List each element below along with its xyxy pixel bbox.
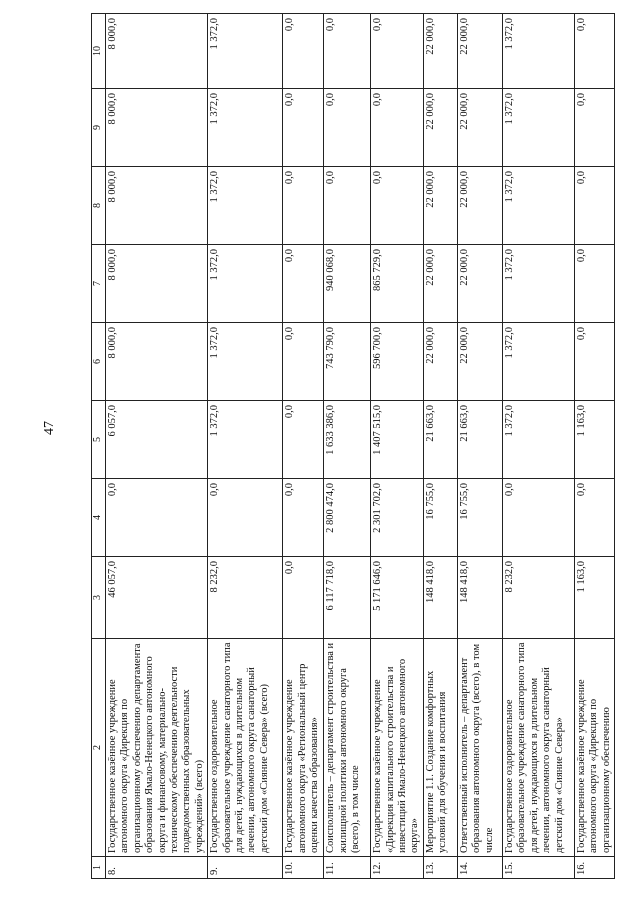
row-number: 11. xyxy=(324,857,371,879)
value-cell: 0,0 xyxy=(106,479,208,557)
table-body xyxy=(92,14,615,879)
value-cell: 1 372,0 xyxy=(208,323,283,401)
value-cell: 0,0 xyxy=(574,245,614,323)
row-name: Государственное оздоровительное образовательное учреждение санаторного типа для детей, нуждающихся в длительном лечении, автономного округа санаторный детский дом «Сияние Севера» xyxy=(502,639,574,857)
table-row xyxy=(283,14,324,879)
value-cell: 148 418,0 xyxy=(423,557,457,639)
value-cell: 0,0 xyxy=(283,401,324,479)
value-cell: 0,0 xyxy=(283,557,324,639)
value-cell: 1 372,0 xyxy=(502,323,574,401)
value-cell: 22 000,0 xyxy=(423,167,457,245)
value-cell: 0,0 xyxy=(574,14,614,89)
row-number: 16. xyxy=(574,857,614,879)
budget-table xyxy=(91,13,615,879)
column-header: 1 xyxy=(92,857,106,879)
value-cell: 8 000,0 xyxy=(106,167,208,245)
value-cell: 1 372,0 xyxy=(502,245,574,323)
row-name: Государственное казённое учреждение автономного округа «Региональный центр оценки качества образования» xyxy=(283,639,324,857)
value-cell: 1 407 515,0 xyxy=(371,401,424,479)
value-cell: 6 117 718,0 xyxy=(324,557,371,639)
value-cell: 46 057,0 xyxy=(106,557,208,639)
value-cell: 1 372,0 xyxy=(208,167,283,245)
value-cell: 0,0 xyxy=(324,167,371,245)
value-cell: 8 000,0 xyxy=(106,245,208,323)
row-number: 9. xyxy=(208,857,283,879)
column-header: 10 xyxy=(92,14,106,89)
table-row xyxy=(106,14,208,879)
value-cell: 22 000,0 xyxy=(457,89,502,167)
value-cell: 8 000,0 xyxy=(106,89,208,167)
value-cell: 1 372,0 xyxy=(502,401,574,479)
value-cell: 743 790,0 xyxy=(324,323,371,401)
value-cell: 22 000,0 xyxy=(423,14,457,89)
value-cell: 940 068,0 xyxy=(324,245,371,323)
value-cell: 22 000,0 xyxy=(423,323,457,401)
value-cell: 22 000,0 xyxy=(423,89,457,167)
row-number: 12. xyxy=(371,857,424,879)
value-cell: 8 000,0 xyxy=(106,323,208,401)
row-name: Мероприятие 1.1. Создание комфортных условий для обучения и воспитания xyxy=(423,639,457,857)
row-name: Государственное казённое учреждение автономного округа «Дирекция по организационному обеспечению департамента образования Ямало-Ненецкого автономного округа и финансовому, материально-техническому обеспечению деятельности подведомственных образовательных учреждений» (всего) xyxy=(106,639,208,857)
value-cell: 0,0 xyxy=(283,14,324,89)
column-header: 3 xyxy=(92,557,106,639)
value-cell: 16 755,0 xyxy=(423,479,457,557)
value-cell: 148 418,0 xyxy=(457,557,502,639)
table-row xyxy=(457,14,502,879)
value-cell: 1 372,0 xyxy=(208,245,283,323)
row-number: 10. xyxy=(283,857,324,879)
value-cell: 0,0 xyxy=(283,479,324,557)
table-row xyxy=(574,14,614,879)
value-cell: 0,0 xyxy=(574,479,614,557)
value-cell: 2 301 702,0 xyxy=(371,479,424,557)
value-cell: 0,0 xyxy=(208,479,283,557)
value-cell: 1 372,0 xyxy=(208,401,283,479)
value-cell: 6 057,0 xyxy=(106,401,208,479)
value-cell: 8 232,0 xyxy=(208,557,283,639)
row-name: Соисполнитель – департамент строительства и жилищной политики автономного округа (всего), в том числе xyxy=(324,639,371,857)
row-number: 13. xyxy=(423,857,457,879)
value-cell: 0,0 xyxy=(371,167,424,245)
value-cell: 1 163,0 xyxy=(574,401,614,479)
header-row xyxy=(92,14,106,879)
value-cell: 0,0 xyxy=(283,167,324,245)
row-name: Государственное казённое учреждение «Дирекция капитального строительства и инвестиций Ямало-Ненецкого автономного округа» xyxy=(371,639,424,857)
value-cell: 1 372,0 xyxy=(502,167,574,245)
table-row xyxy=(208,14,283,879)
value-cell: 22 000,0 xyxy=(423,245,457,323)
value-cell: 0,0 xyxy=(283,89,324,167)
value-cell: 0,0 xyxy=(502,479,574,557)
rotated-table-container xyxy=(91,14,639,879)
table-row xyxy=(423,14,457,879)
value-cell: 1 372,0 xyxy=(502,14,574,89)
value-cell: 0,0 xyxy=(283,323,324,401)
value-cell: 0,0 xyxy=(371,89,424,167)
row-number: 14. xyxy=(457,857,502,879)
value-cell: 596 700,0 xyxy=(371,323,424,401)
column-header: 5 xyxy=(92,401,106,479)
table-row xyxy=(371,14,424,879)
value-cell: 5 171 646,0 xyxy=(371,557,424,639)
value-cell: 1 372,0 xyxy=(502,89,574,167)
value-cell: 1 372,0 xyxy=(208,14,283,89)
value-cell: 16 755,0 xyxy=(457,479,502,557)
value-cell: 2 800 474,0 xyxy=(324,479,371,557)
value-cell: 22 000,0 xyxy=(457,167,502,245)
table-row xyxy=(502,14,574,879)
row-name: Государственное оздоровительное образовательное учреждение санаторного типа для детей, нуждающихся в длительном лечении, автономного округа санаторный детский дом «Сияние Севера» (всего) xyxy=(208,639,283,857)
value-cell: 0,0 xyxy=(324,14,371,89)
value-cell: 0,0 xyxy=(574,323,614,401)
column-header: 4 xyxy=(92,479,106,557)
row-number: 15. xyxy=(502,857,574,879)
page-number: 47 xyxy=(42,421,57,435)
value-cell: 22 000,0 xyxy=(457,14,502,89)
value-cell: 1 633 386,0 xyxy=(324,401,371,479)
table-row xyxy=(324,14,371,879)
column-header: 7 xyxy=(92,245,106,323)
value-cell: 21 663,0 xyxy=(457,401,502,479)
value-cell: 21 663,0 xyxy=(423,401,457,479)
value-cell: 1 163,0 xyxy=(574,557,614,639)
value-cell: 22 000,0 xyxy=(457,245,502,323)
value-cell: 22 000,0 xyxy=(457,323,502,401)
row-name: Государственное казённое учреждение автономного округа «Дирекция по организационному обеспечению xyxy=(574,639,614,857)
value-cell: 0,0 xyxy=(574,167,614,245)
value-cell: 0,0 xyxy=(574,89,614,167)
value-cell: 0,0 xyxy=(324,89,371,167)
row-name: Ответственный исполнитель – департамент образования автономного округа (всего), в том числе xyxy=(457,639,502,857)
column-header: 6 xyxy=(92,323,106,401)
value-cell: 8 000,0 xyxy=(106,14,208,89)
value-cell: 8 232,0 xyxy=(502,557,574,639)
value-cell: 1 372,0 xyxy=(208,89,283,167)
row-number: 8. xyxy=(106,857,208,879)
value-cell: 865 729,0 xyxy=(371,245,424,323)
value-cell: 0,0 xyxy=(371,14,424,89)
column-header: 2 xyxy=(92,639,106,857)
value-cell: 0,0 xyxy=(283,245,324,323)
column-header: 9 xyxy=(92,89,106,167)
column-header: 8 xyxy=(92,167,106,245)
